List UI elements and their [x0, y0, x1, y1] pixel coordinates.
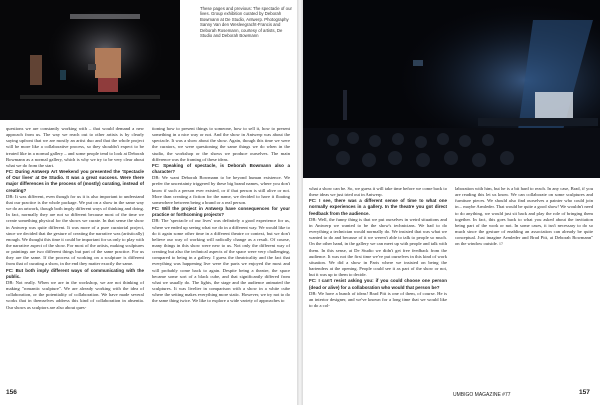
interview-question: [309, 198, 447, 216]
interview-answer: DB: We want Deborah Bowmann to be beyond human existence. We prefer the uncertainty triggered by these big brand names, where you don't know if such a person ever existed, or if that person is still alive or not. More than creating a fiction for the name, we decided to have it floating somewhere between being a brand or a real person.: [152, 175, 290, 205]
right-column-1: [309, 186, 447, 309]
question-text: FC: But both imply different ways of communicating with the public.: [6, 267, 144, 279]
left-column-2: [152, 126, 290, 305]
question-text: FC: I see, there was a different sense of time to what one normally experiences in a gallery. In the theatre you got direct feedback from the audience.: [309, 198, 447, 216]
left-column-1: [6, 126, 144, 311]
interview-answer: DB: Well, the funny thing is that we put ourselves in weird situations and in Antwerp we wanted to be the show's technicians. We had to do everything a technician would normally do. We insisted that was what we wanted to do and because of it we weren't able to talk to people so much. On the other hand, in the gallery we can meet up with people and talk with them. In this sense, at De Studio we didn't get free feedback from the audience. It was not the first time we've put ourselves in this kind of work situation. We did a show in Paris where we insisted on being the bartenders at the opening. People could see it as part of the show or not, but it was up to them to decide.: [309, 216, 447, 278]
theatre-audience-photo: [303, 0, 600, 178]
magazine-title: UMBIGO MAGAZINE #77: [453, 392, 511, 398]
page-number-right: 157: [579, 389, 590, 396]
right-page: [303, 0, 600, 405]
page-number-left: 156: [6, 389, 17, 396]
right-column-2: [455, 186, 593, 248]
exhibition-stage-photo: [0, 0, 180, 120]
theatre-audience-image: [303, 0, 600, 178]
question-text: FC: I can't resist asking you: if you could choose one person (dead or alive) for a collaboration who would that person be?: [309, 278, 447, 290]
interview-question: [152, 163, 290, 175]
question-text: FC: Will the project in Antwerp have consequences for your practice or forthcoming projects?: [152, 206, 290, 218]
question-text: FC: Speaking of spectacle, is Deborah Bowmann also a character?: [152, 162, 290, 175]
interview-answer: DB: We have a bunch of ideas! Brad Pitt is one of them, of course. He is an interior designer, and we've known for a long time that we would like to do a col-: [309, 290, 447, 308]
interview-answer: questions we are constantly working with – that would demand a new approach from us. The way we reach out to other artists is by clearly saying upfront that we are mostly an artist duo and that the whole project will be more like a collaborative process, so they shouldn't expect to be treated like in a normal gallery – and some people tend to look at Deborah Bowmann as a normal gallery, which is why we try to be very clear about what we do from the start.: [6, 126, 144, 168]
question-text: FC: During Antwerp Art Weekend you presented the 'Spectacle of Our lives' at De Studio. It was a great success. Were there major differences in the process of (mostly) curating, instead of creating?: [6, 169, 144, 193]
interview-question: [6, 169, 144, 194]
interview-answer: tioning how to present things to someone, how to sell it, how to present something in a nice way or not. And the show in Antwerp was about the spectacle. It was a show about the show. Again, though this time we were the curators, we were questioning the same things we do when in the studio, the workshop or the shows we produce ourselves. The main difference was the framing of these ideas.: [152, 126, 290, 162]
exhibition-stage-image: [0, 0, 180, 120]
interview-answer: laboration with him, but he is a bit hard to reach. In any case, Brad, if you are reading this let us know. We can collaborate on some sculptures and furniture pieces. We should also find ourselves a painter who could join in... maybe Armleder. That would be quite a good show! We wouldn't need to do anything, we would just sit back and play the role of bringing them together. In fact, this goes back to what you asked about the invitation being part of the work or not. In some cases, it isn't necessary to do so much since the gesture of enabling an association can already be quite conceptual. Just imagine Armleder and Brad Pitt, at Deborah Bowmann" on the window outside. ///: [455, 186, 593, 247]
interview-answer: what a show can be. So, we guess it will take time before we come back to these ideas we just tried out in Antwerp.: [309, 186, 447, 198]
left-page: [0, 0, 297, 405]
interview-answer: DB: Not really. When we are in the workshop, we are not thinking of making "romantic sculpture". We are already working with the idea of collaboration, or the potentiality of collaboration. We have made several works that in themselves address this kind of collaboration in absentia. Our shows as sculptors are also about ques-: [6, 279, 144, 310]
interview-question: [309, 278, 447, 290]
interview-answer: DB: It was different, even though for us it is also important to understand that our practice is the whole package. We put on a show in the same way we do an artwork, though both imply different ways of thinking and doing. In fact, normally they are not so different because most of the time we create something physical for the shows we curate. In that sense the show in Antwerp was quite different. It was more of a pure curatorial project, since we decided that the gesture of creating the narrative was (artistically) enough. We thought this time it could be important for us only to play with the narrative aspect of the show. For most of the artists, making sculptures or paintings are two different things but part of the same practice. For us they are the same. If the process of working on a sculpture is different from that of curating a show, in the end they matter exactly the same.: [6, 193, 144, 267]
interview-question: [6, 268, 144, 280]
interview-question: [152, 206, 290, 218]
photo-caption: These pages and previous: The spectacle of our lives. Group exhibition curated by Deborah Bowmann at De Studio, Antwerp. Photography Sanny Van den Wesleegracht-Francis and Deborah Rosemann, courtesy of artists, De Studio and Deborah Bowmann: [200, 6, 292, 39]
interview-answer: DB: The 'spectacle of our lives' was definitely a good experience for us, where we ended up seeing what we do in a different way. We would like to do it again some other time in a different theatre or context, but we don't believe our way of working will radically change as a result. Of course, many things in this show were new to us. Not only the different way of creating but also the technical aspects of the space were very challenging, compared to being in a gallery. I guess the theatricality and the fact that everything was happening live were the parts we enjoyed the most and will probably come back to again. Despite being a theatre, the space became some sort of a black cube, and that significantly differed from what we usually do. The lights, the stage and the audience animated the sculptures. It was livelier in comparison with a show in a white cube where the setting makes everything more static. However, we try not to do the same thing twice. We like to explore a wide variety of approaches to: [152, 218, 290, 304]
